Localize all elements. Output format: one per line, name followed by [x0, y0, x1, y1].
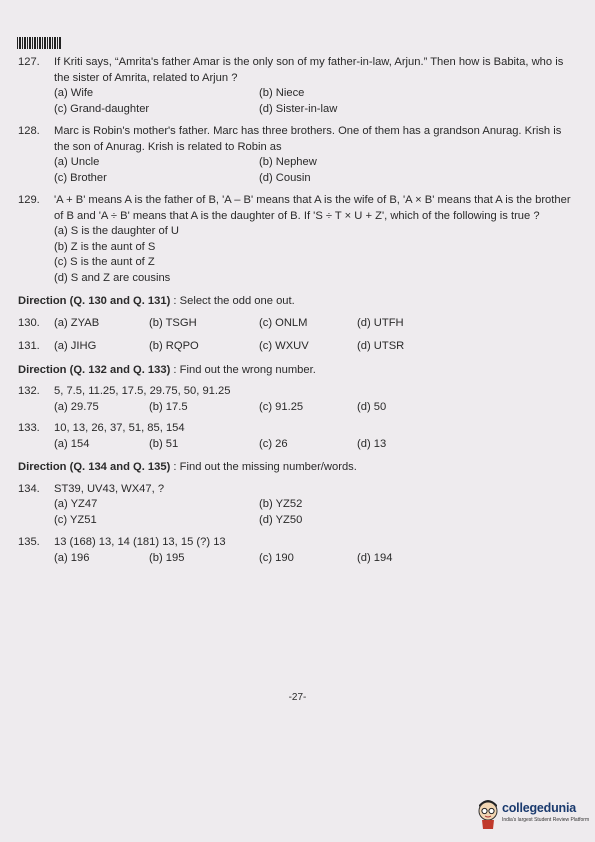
question-129 [18, 193, 578, 286]
option-b[interactable]: (b) 51 [149, 437, 179, 450]
option-d[interactable]: (d) UTFH [357, 316, 404, 329]
option-b[interactable]: (b) Nephew [259, 156, 317, 168]
question-text: 10, 13, 26, 37, 51, 85, 154 [54, 422, 185, 434]
option-c[interactable]: (c) YZ51 [54, 513, 97, 526]
question-131 [18, 339, 578, 355]
direction-title: Direction (Q. 134 and Q. 135) [18, 461, 171, 473]
options [54, 551, 578, 567]
option-c[interactable]: (c) 26 [259, 437, 288, 450]
question-text: ST39, UV43, WX47, ? [54, 482, 165, 495]
logo-tagline: India's largest Student Review Platform [502, 817, 590, 823]
option-d[interactable]: (d) YZ50 [259, 513, 303, 526]
option-b[interactable]: (b) 17.5 [149, 400, 188, 413]
direction-title: Direction (Q. 130 and Q. 131) [18, 295, 171, 307]
option-a[interactable]: (a) 196 [54, 551, 90, 564]
question-128 [18, 124, 578, 186]
option-a[interactable]: (a) 154 [54, 437, 90, 450]
options [54, 339, 578, 355]
question-133 [18, 421, 578, 452]
option-d[interactable]: (d) 194 [357, 551, 393, 564]
option-d[interactable]: (d) Cousin [259, 171, 311, 184]
options [54, 316, 578, 332]
option-d[interactable]: (d) S and Z are cousins [54, 271, 171, 284]
question-text: 'A + B' means A is the father of B, 'A – B' means that A is the wife of B, 'A × B' means that A is the brother of B and 'A ÷ B' means that A is the daughter of B. If 'S ÷ T × U + Z', which of the following is true ? [54, 194, 571, 222]
direction-134-135 [18, 460, 578, 476]
question-134 [18, 482, 578, 529]
direction-title: Direction (Q. 132 and Q. 133) [18, 363, 171, 376]
direction-130-131 [18, 294, 578, 310]
direction-text: : Find out the wrong number. [170, 363, 316, 376]
options [54, 86, 578, 117]
option-c[interactable]: (c) WXUV [259, 340, 309, 352]
page-number: -27- [288, 692, 307, 703]
option-a[interactable]: (a) YZ47 [54, 498, 98, 510]
option-a[interactable]: (a) S is the daughter of U [54, 225, 179, 237]
option-d[interactable]: (d) UTSR [357, 340, 405, 352]
question-number: 135. [18, 536, 40, 548]
question-number: 130. [18, 316, 40, 329]
option-c[interactable]: (c) 91.25 [259, 400, 304, 413]
question-text: 13 (168) 13, 14 (181) 13, 15 (?) 13 [54, 536, 226, 548]
question-number: 134. [18, 482, 40, 495]
option-a[interactable]: (a) Uncle [54, 156, 100, 168]
option-c[interactable]: (c) S is the aunt of Z [54, 256, 155, 268]
option-b[interactable]: (b) Niece [259, 87, 305, 99]
question-number: 132. [18, 385, 40, 397]
question-text: Marc is Robin's mother's father. Marc has three brothers. One of them has a grandson Anurag. Krish is the son of Anurag. Krish is related to Robin as [54, 125, 562, 153]
option-b[interactable]: (b) TSGH [149, 316, 197, 329]
question-number: 129. [18, 194, 40, 206]
option-a[interactable]: (a) 29.75 [54, 400, 99, 413]
collegedunia-logo [476, 795, 591, 835]
option-b[interactable]: (b) 195 [149, 551, 185, 564]
question-127 [18, 55, 578, 117]
option-a[interactable]: (a) ZYAB [54, 316, 100, 329]
option-b[interactable]: (b) RQPO [149, 340, 199, 352]
question-number: 127. [18, 56, 40, 68]
options [54, 437, 578, 453]
option-d[interactable]: (d) Sister-in-law [259, 102, 338, 115]
question-number: 128. [18, 125, 40, 137]
options [54, 155, 578, 186]
question-number: 131. [18, 340, 40, 352]
option-c[interactable]: (c) Brother [54, 171, 107, 184]
question-text: If Kriti says, “Amrita's father Amar is the only son of my father-in-law, Arjun.” Then how is Babita, who is the sister of Amrita, related to Arjun ? [54, 56, 564, 84]
option-d[interactable]: (d) 50 [357, 400, 387, 413]
option-b[interactable]: (b) Z is the aunt of S [54, 240, 156, 253]
question-content [18, 55, 578, 566]
logo-name: collegedunia [502, 801, 577, 815]
option-b[interactable]: (b) YZ52 [259, 498, 303, 510]
direction-132-133 [18, 363, 578, 379]
barcode [17, 37, 61, 49]
question-132 [18, 384, 578, 415]
option-c[interactable]: (c) Grand-daughter [54, 102, 150, 115]
option-d[interactable]: (d) 13 [357, 437, 387, 450]
question-130 [18, 316, 578, 332]
question-number: 133. [18, 422, 40, 434]
question-135 [18, 535, 578, 566]
mascot-icon [476, 799, 500, 829]
question-text: 5, 7.5, 11.25, 17.5, 29.75, 50, 91.25 [54, 385, 231, 397]
option-c[interactable]: (c) 190 [259, 551, 294, 564]
option-a[interactable]: (a) Wife [54, 87, 94, 99]
direction-text: : Select the odd one out. [170, 295, 295, 307]
option-a[interactable]: (a) JIHG [54, 340, 97, 352]
options [54, 497, 578, 528]
direction-text: : Find out the missing number/words. [170, 461, 357, 473]
options [54, 400, 578, 416]
option-c[interactable]: (c) ONLM [259, 316, 308, 329]
